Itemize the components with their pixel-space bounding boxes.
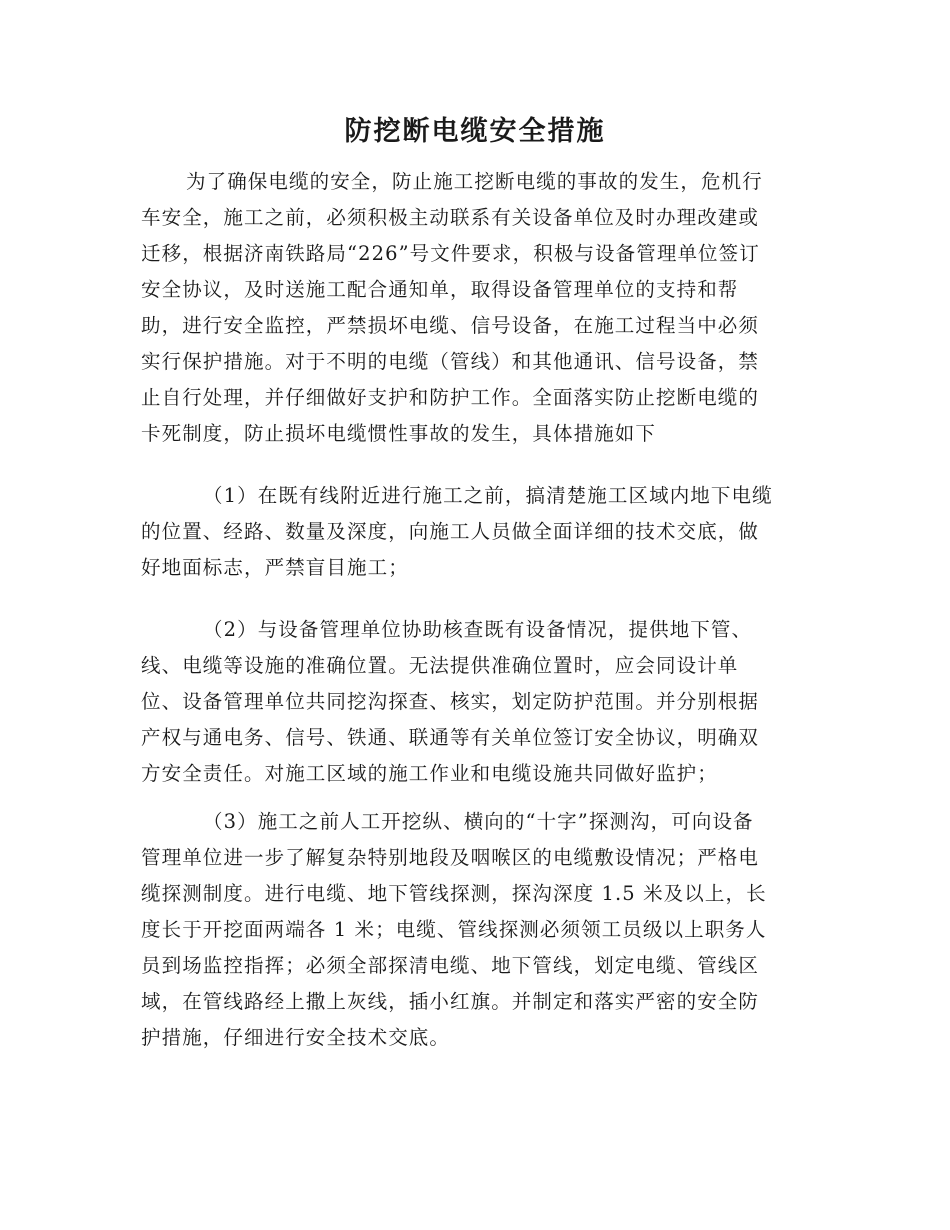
paragraph-3-line-5: 方安全责任。对施工区域的施工作业和电缆设施共同做好监护；: [141, 762, 718, 785]
paragraph-2-line-1: （1）在既有线附近进行施工之前，搞清楚施工区域内地下电缆: [203, 484, 773, 507]
document-title: 防挖断电缆安全措施: [344, 116, 606, 147]
paragraph-3-line-2: 线、电缆等设施的准确位置。无法提供准确位置时，应会同设计单: [141, 654, 739, 677]
paragraph-4-line-3: 缆探测制度。进行电缆、地下管线探测，探沟深度 1.5 米及以上，长: [141, 882, 767, 905]
paragraph-4-line-2: 管理单位进一步了解复杂特别地段及咽喉区的电缆敷设情况；严格电: [141, 846, 760, 869]
paragraph-1-line-2: 车安全，施工之前，必须积极主动联系有关设备单位及时办理改建或: [141, 206, 760, 229]
paragraph-1-line-8: 卡死制度，防止损坏电缆惯性事故的发生，具体措施如下: [141, 422, 657, 445]
paragraph-1-line-1: 为了确保电缆的安全，防止施工挖断电缆的事故的发生，危机行: [186, 170, 763, 193]
paragraph-2-line-3: 好地面标志，严禁盲目施工；: [141, 556, 409, 579]
paragraph-1-line-4: 安全协议，及时送施工配合通知单，取得设备管理单位的支持和帮: [141, 278, 739, 301]
paragraph-4-line-1: （3）施工之前人工开挖纵、横向的“十字”探测沟，可向设备: [203, 810, 754, 833]
paragraph-2-line-2: 的位置、经路、数量及深度，向施工人员做全面详细的技术交底，做: [141, 520, 760, 543]
paragraph-3-line-4: 产权与通电务、信号、铁通、联通等有关单位签订安全协议，明确双: [141, 726, 760, 749]
paragraph-1-line-5: 助，进行安全监控，严禁损坏电缆、信号设备，在施工过程当中必须: [141, 314, 760, 337]
paragraph-3-line-1: （2）与设备管理单位协助核查既有设备情况，提供地下管、: [203, 618, 753, 641]
paragraph-1-line-6: 实行保护措施。对于不明的电缆（管线）和其他通讯、信号设备，禁: [141, 350, 760, 373]
paragraph-4-line-4: 度长于开挖面两端各 1 米；电缆、管线探测必须领工员级以上职务人: [141, 918, 767, 941]
paragraph-1-line-7: 止自行处理，并仔细做好支护和防护工作。全面落实防止挖断电缆的: [141, 386, 760, 409]
paragraph-3-line-3: 位、设备管理单位共同挖沟探查、核实，划定防护范围。并分别根据: [141, 690, 760, 713]
paragraph-4-line-6: 域，在管线路经上撒上灰线，插小红旗。并制定和落实严密的安全防: [141, 990, 760, 1013]
paragraph-4-line-7: 护措施，仔细进行安全技术交底。: [141, 1026, 451, 1049]
paragraph-1-line-3: 迁移，根据济南铁路局“226”号文件要求，积极与设备管理单位签订: [141, 242, 760, 265]
paragraph-4-line-5: 员到场监控指挥；必须全部探清电缆、地下管线，划定电缆、管线区: [141, 954, 760, 977]
